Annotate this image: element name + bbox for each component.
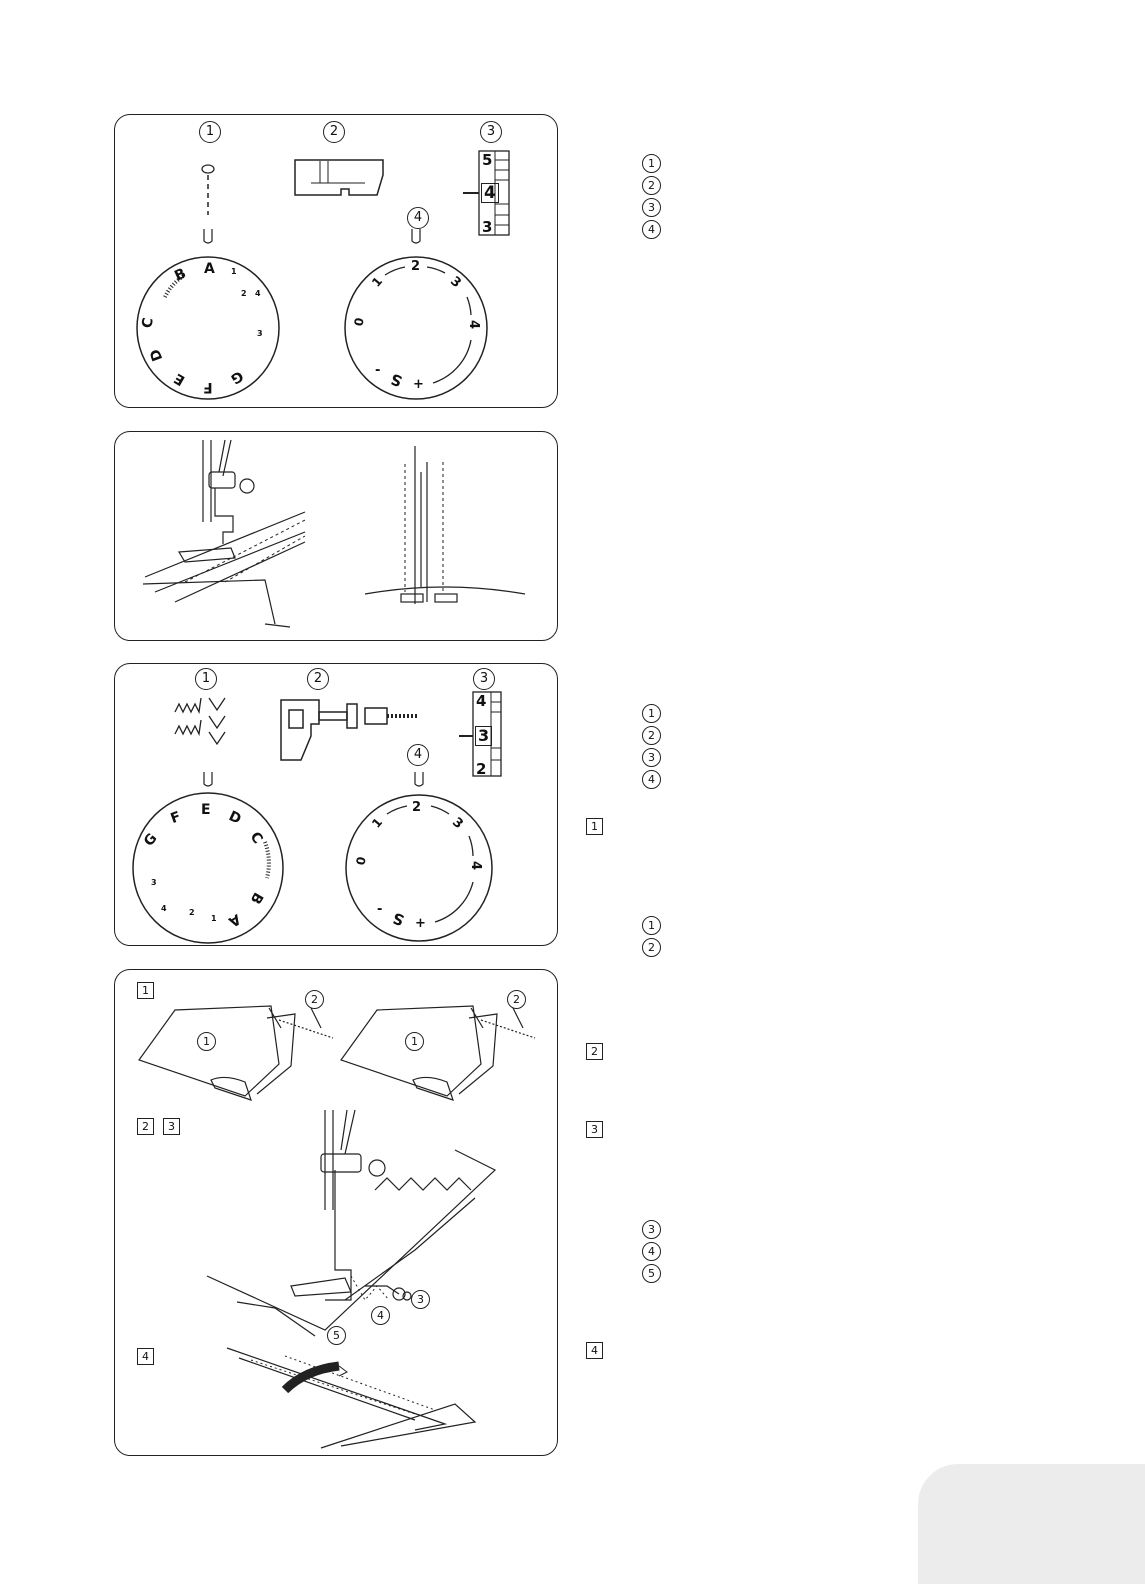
pattern-letter-c: C <box>246 829 266 847</box>
pattern-icon-1: 1 <box>231 267 237 276</box>
callout-2-left: 2 <box>305 990 324 1009</box>
list-a-1: 1 <box>642 154 661 173</box>
scale-value-top: 5 <box>482 151 493 169</box>
list-b-2: 2 <box>642 726 661 745</box>
pattern-letter-a: A <box>204 261 215 277</box>
pattern-letter-f: F <box>203 379 213 395</box>
stitch-dial-1: 1 <box>369 815 386 831</box>
callout-4: 4 <box>371 1306 390 1325</box>
panel-seam-illustration <box>114 431 558 641</box>
scale-value-top: 4 <box>476 692 487 710</box>
sewing-seam-illustration <box>115 432 557 640</box>
pattern-letter-c: C <box>139 316 157 330</box>
stitch-dial-3: 3 <box>447 273 464 292</box>
step4-box: 4 <box>586 1342 603 1359</box>
pattern-letter-g: G <box>227 367 246 387</box>
pattern-icon-4: 4 <box>161 904 167 913</box>
list-b-3: 3 <box>642 748 661 767</box>
blind-hem-stitch-icon <box>175 698 225 744</box>
pattern-letter-f: F <box>168 808 184 828</box>
callout-2: 2 <box>323 121 345 143</box>
callout-1: 1 <box>195 668 217 690</box>
presser-foot-icon <box>295 160 383 195</box>
stitch-dial-0: 0 <box>351 316 367 328</box>
scale-value-bottom: 3 <box>482 218 493 236</box>
callout-5: 5 <box>327 1326 346 1345</box>
pattern-icon-3: 3 <box>151 878 157 887</box>
list-b-1: 1 <box>642 704 661 723</box>
step-box-1: 1 <box>137 982 154 999</box>
callout-1: 1 <box>199 121 221 143</box>
panel-blind-hem-settings <box>114 663 558 946</box>
step-box-3: 3 <box>163 1118 180 1135</box>
callout-3: 3 <box>480 121 502 143</box>
pattern-letter-g: G <box>140 830 161 850</box>
list-d-5: 5 <box>642 1264 661 1283</box>
scale-value-selected: 4 <box>481 183 499 203</box>
pattern-letter-d: D <box>226 808 244 828</box>
stitch-dial-1: 1 <box>369 274 386 290</box>
step-box-2: 2 <box>137 1118 154 1135</box>
panel3-illustration <box>115 664 557 945</box>
pattern-letter-e: E <box>201 802 211 818</box>
pattern-letter-a: A <box>225 910 244 930</box>
stitch-dial-minus: - <box>375 363 381 378</box>
list-d-3: 3 <box>642 1220 661 1239</box>
pattern-icon-2: 2 <box>189 908 195 917</box>
page-corner-tab <box>918 1464 1145 1584</box>
stitch-dial-plus: + <box>415 916 426 931</box>
callout-2-right: 2 <box>507 990 526 1009</box>
stitch-dial-0: 0 <box>353 855 369 867</box>
pattern-letter-d: D <box>147 346 167 364</box>
stitch-dial-minus: - <box>377 902 383 917</box>
callout-1-left: 1 <box>197 1032 216 1051</box>
step3-box: 3 <box>586 1121 603 1138</box>
scale-value-selected: 3 <box>475 726 492 746</box>
callout-4: 4 <box>407 207 429 229</box>
step-box-4: 4 <box>137 1348 154 1365</box>
step1-box: 1 <box>586 818 603 835</box>
list-b-4: 4 <box>642 770 661 789</box>
stitch-dial-2: 2 <box>411 259 421 274</box>
callout-3: 3 <box>411 1290 430 1309</box>
list-c-2: 2 <box>642 938 661 957</box>
straight-stitch-icon <box>202 165 214 215</box>
stitch-dial-3: 3 <box>449 814 466 833</box>
pattern-letter-b: B <box>246 889 266 907</box>
pattern-icon-4: 4 <box>255 289 261 298</box>
stitch-dial-s: S <box>390 908 407 930</box>
step2-box: 2 <box>586 1043 603 1060</box>
blind-hem-foot-icon <box>281 700 417 760</box>
callout-1-right: 1 <box>405 1032 424 1051</box>
stitch-dial-4: 4 <box>466 319 482 330</box>
stitch-dial-s: S <box>388 369 405 391</box>
callout-2: 2 <box>307 668 329 690</box>
callout-4: 4 <box>407 744 429 766</box>
pattern-letter-b: B <box>172 265 189 285</box>
stitch-dial-2: 2 <box>412 800 422 815</box>
pattern-icon-3: 3 <box>257 329 263 338</box>
list-c-1: 1 <box>642 916 661 935</box>
stitch-dial-4: 4 <box>468 860 484 871</box>
callout-3: 3 <box>473 668 495 690</box>
scale-value-bottom: 2 <box>476 760 487 778</box>
panel4-illustration <box>115 970 557 1455</box>
list-a-4: 4 <box>642 220 661 239</box>
pattern-icon-1: 1 <box>211 914 217 923</box>
panel-blind-hem-steps <box>114 969 558 1456</box>
list-a-3: 3 <box>642 198 661 217</box>
panel-straight-stitch-settings <box>114 114 558 408</box>
list-d-4: 4 <box>642 1242 661 1261</box>
stitch-dial-plus: + <box>413 377 424 392</box>
list-a-2: 2 <box>642 176 661 195</box>
pattern-letter-e: E <box>171 369 188 389</box>
pattern-dial <box>137 257 279 399</box>
pattern-icon-2: 2 <box>241 289 247 298</box>
